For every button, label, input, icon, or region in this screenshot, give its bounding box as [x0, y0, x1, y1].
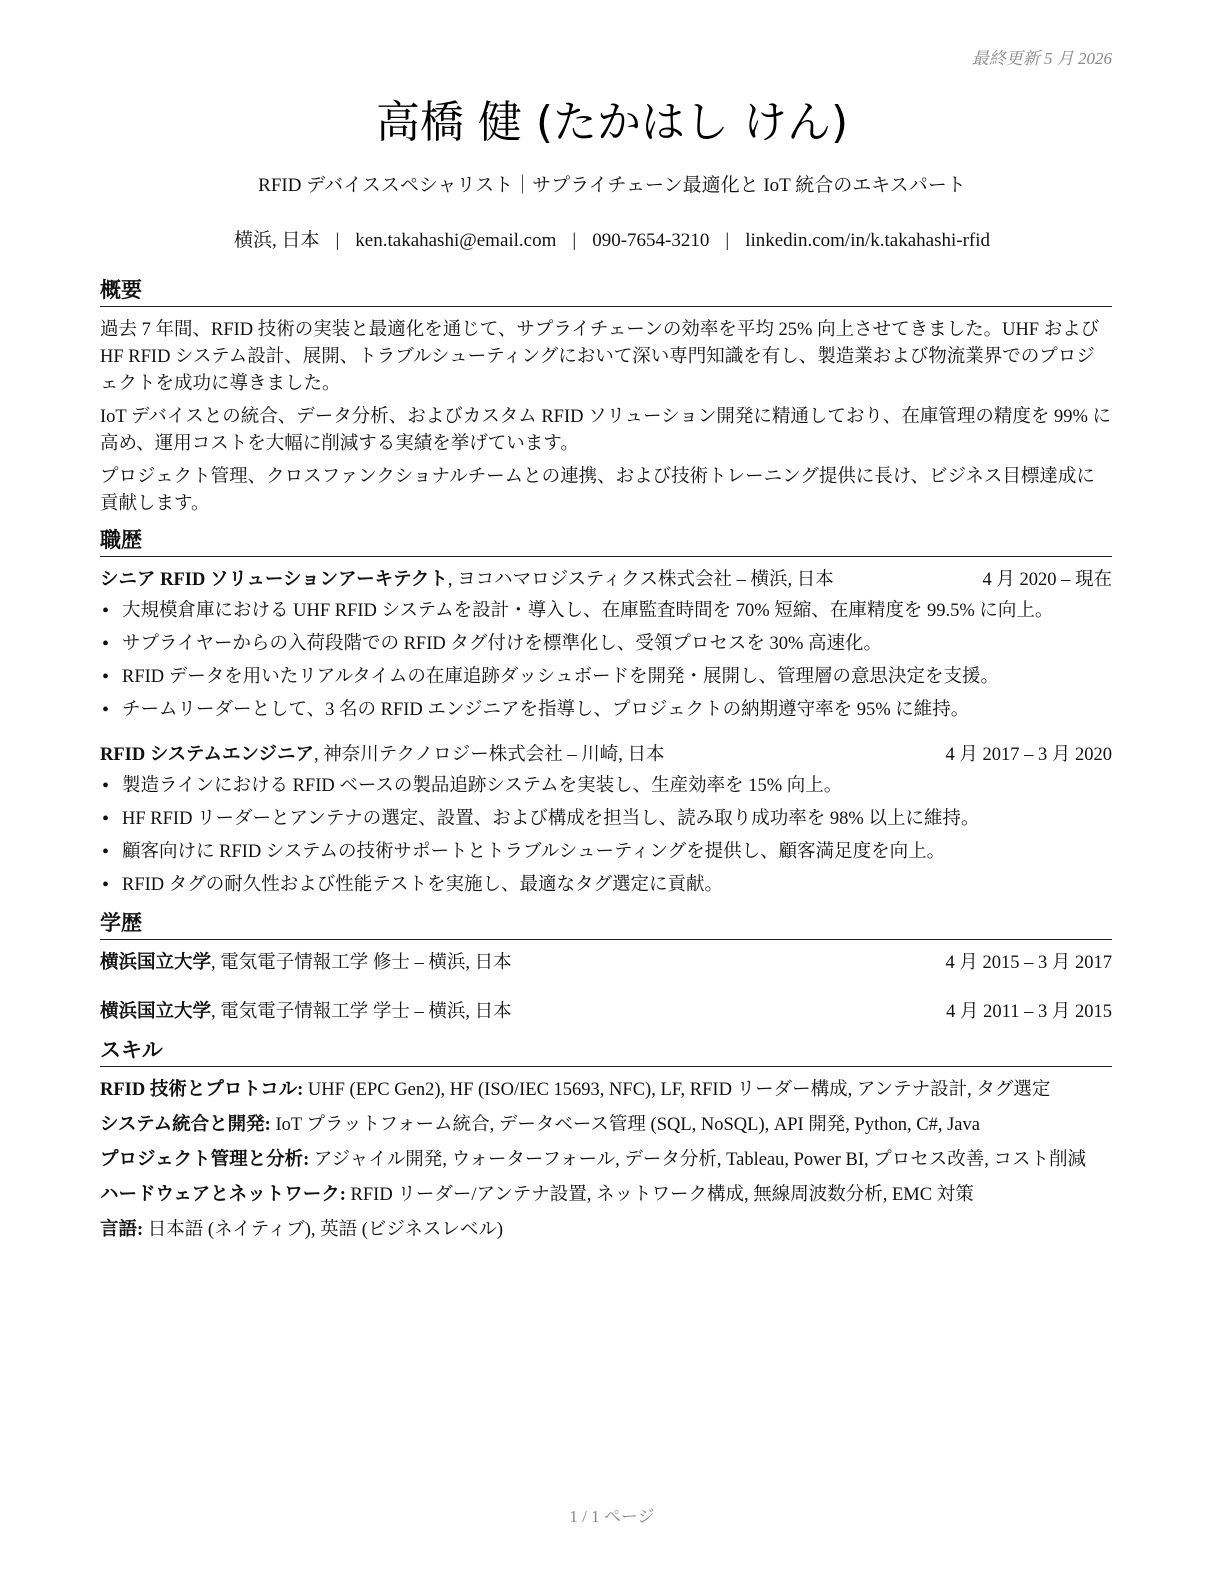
education-school: 横浜国立大学	[100, 1002, 212, 1022]
job-dates: 4 月 2020 – 現在	[982, 570, 1112, 590]
experience-section	[100, 526, 1112, 899]
job-dates: 4 月 2017 – 3 月 2020	[945, 745, 1112, 765]
education-entry	[100, 950, 1112, 977]
job-title-line	[100, 742, 664, 769]
page-number: 1 / 1 ページ	[569, 1507, 655, 1526]
education-title-line	[100, 950, 512, 977]
skill-label: プロジェクト管理と分析:	[100, 1150, 310, 1170]
skill-line	[100, 1182, 1112, 1209]
job-bullet: • HF RFID リーダーとアンテナの選定、設置、および構成を担当し、読み取り成功率を 98% 以上に維持。	[100, 806, 1112, 833]
candidate-name: 高橋 健 (たかはし けん)	[375, 97, 849, 148]
job-entry	[100, 567, 1112, 724]
education-detail: , 電気電子情報工学 修士 – 横浜, 日本	[211, 953, 512, 973]
section-title-skills: スキル	[100, 1036, 1112, 1067]
job-role: RFID システムエンジニア	[100, 745, 315, 765]
contact-separator: |	[572, 230, 577, 251]
section-title-experience: 職歴	[100, 526, 1112, 557]
summary-paragraph: IoT デバイスとの統合、データ分析、およびカスタム RFID ソリューション開発に精通しており、在庫管理の精度を 99% に高め、運用コストを大幅に削減する実績を挙げています。	[100, 407, 1111, 454]
education-dates: 4 月 2015 – 3 月 2017	[945, 953, 1112, 973]
contact-location: 横浜, 日本	[233, 230, 320, 251]
skill-label: ハードウェアとネットワーク:	[100, 1185, 346, 1205]
education-school: 横浜国立大学	[100, 953, 212, 973]
education-section	[100, 909, 1112, 1026]
job-company: , ヨコハマロジスティクス株式会社 – 横浜, 日本	[447, 570, 834, 590]
skill-value: RFID リーダー/アンテナ設置, ネットワーク構成, 無線周波数分析, EMC 対策	[345, 1185, 974, 1205]
job-bullet: • 大規模倉庫における UHF RFID システムを設計・導入し、在庫監査時間を 70% 短縮、在庫精度を 99.5% に向上。	[100, 598, 1112, 625]
contact-line	[0, 225, 1224, 252]
job-header	[100, 567, 1112, 594]
resume-content	[100, 276, 1112, 1252]
job-bullet: • サプライヤーからの入荷段階での RFID タグ付けを標準化し、受領プロセスを 30% 高速化。	[100, 631, 1112, 658]
job-company: , 神奈川テクノロジー株式会社 – 川崎, 日本	[314, 745, 665, 765]
skill-line	[100, 1147, 1112, 1174]
contact-email[interactable]: ken.takahashi@email.com	[355, 230, 557, 251]
contact-phone[interactable]: 090-7654-3210	[592, 230, 710, 251]
job-bullet: • チームリーダーとして、3 名の RFID エンジニアを指導し、プロジェクトの納期遵守率を 95% に維持。	[100, 697, 1112, 724]
contact-separator: |	[725, 230, 730, 251]
headline: RFID デバイススペシャリスト｜サプライチェーン最適化と IoT 統合のエキスパート	[258, 175, 966, 196]
skill-value: UHF (EPC Gen2), HF (ISO/IEC 15693, NFC), LF, RFID リーダー構成, アンテナ設計, タグ選定	[303, 1080, 1051, 1100]
job-role: シニア RFID ソリューションアーキテクト	[100, 570, 448, 590]
skill-label: RFID 技術とプロトコル:	[100, 1080, 304, 1100]
education-title-line	[100, 999, 512, 1026]
skill-line	[100, 1077, 1112, 1104]
skill-value: アジャイル開発, ウォーターフォール, データ分析, Tableau, Power BI, プロセス改善, コスト削減	[309, 1150, 1087, 1170]
education-entry	[100, 999, 1112, 1026]
summary-paragraph: 過去 7 年間、RFID 技術の実装と最適化を通じて、サプライチェーンの効率を平均 25% 向上させてきました。UHF および HF RFID システム設計、展開、トラブルシューティングにおいて深い専門知識を有し、製造業および物流業界でのプロジェクトを成功に導きました。	[100, 320, 1100, 394]
education-dates: 4 月 2011 – 3 月 2015	[946, 1002, 1112, 1022]
job-bullets	[100, 598, 1112, 724]
job-bullet: • RFID タグの耐久性および性能テストを実施し、最適なタグ選定に貢献。	[100, 872, 1112, 899]
job-bullet: • 顧客向けに RFID システムの技術サポートとトラブルシューティングを提供し、顧客満足度を向上。	[100, 839, 1112, 866]
job-bullets	[100, 773, 1112, 899]
section-title-summary: 概要	[100, 276, 1112, 307]
skill-value: IoT プラットフォーム統合, データベース管理 (SQL, NoSQL), API 開発, Python, C#, Java	[270, 1115, 980, 1135]
last-updated: 最終更新 5 月 2026	[971, 49, 1112, 68]
summary-section	[100, 276, 1112, 518]
summary-paragraph: プロジェクト管理、クロスファンクショナルチームとの連携、および技術トレーニング提供に長け、ビジネス目標達成に貢献します。	[100, 467, 1095, 514]
skills-section	[100, 1036, 1112, 1244]
job-title-line	[100, 567, 834, 594]
education-detail: , 電気電子情報工学 学士 – 横浜, 日本	[211, 1002, 512, 1022]
job-header	[100, 742, 1112, 769]
skill-line	[100, 1217, 1112, 1244]
job-bullet: • RFID データを用いたリアルタイムの在庫追跡ダッシュボードを開発・展開し、管理層の意思決定を支援。	[100, 664, 1112, 691]
skill-value: 日本語 (ネイティブ), 英語 (ビジネスレベル)	[143, 1220, 504, 1240]
job-entry	[100, 742, 1112, 899]
contact-linkedin[interactable]: linkedin.com/in/k.takahashi-rfid	[745, 230, 991, 251]
skill-label: システム統合と開発:	[100, 1115, 271, 1135]
section-title-education: 学歴	[100, 909, 1112, 940]
job-bullet: • 製造ラインにおける RFID ベースの製品追跡システムを実装し、生産効率を 15% 向上。	[100, 773, 1112, 800]
skill-line	[100, 1112, 1112, 1139]
contact-separator: |	[335, 230, 340, 251]
skill-label: 言語:	[100, 1220, 144, 1240]
